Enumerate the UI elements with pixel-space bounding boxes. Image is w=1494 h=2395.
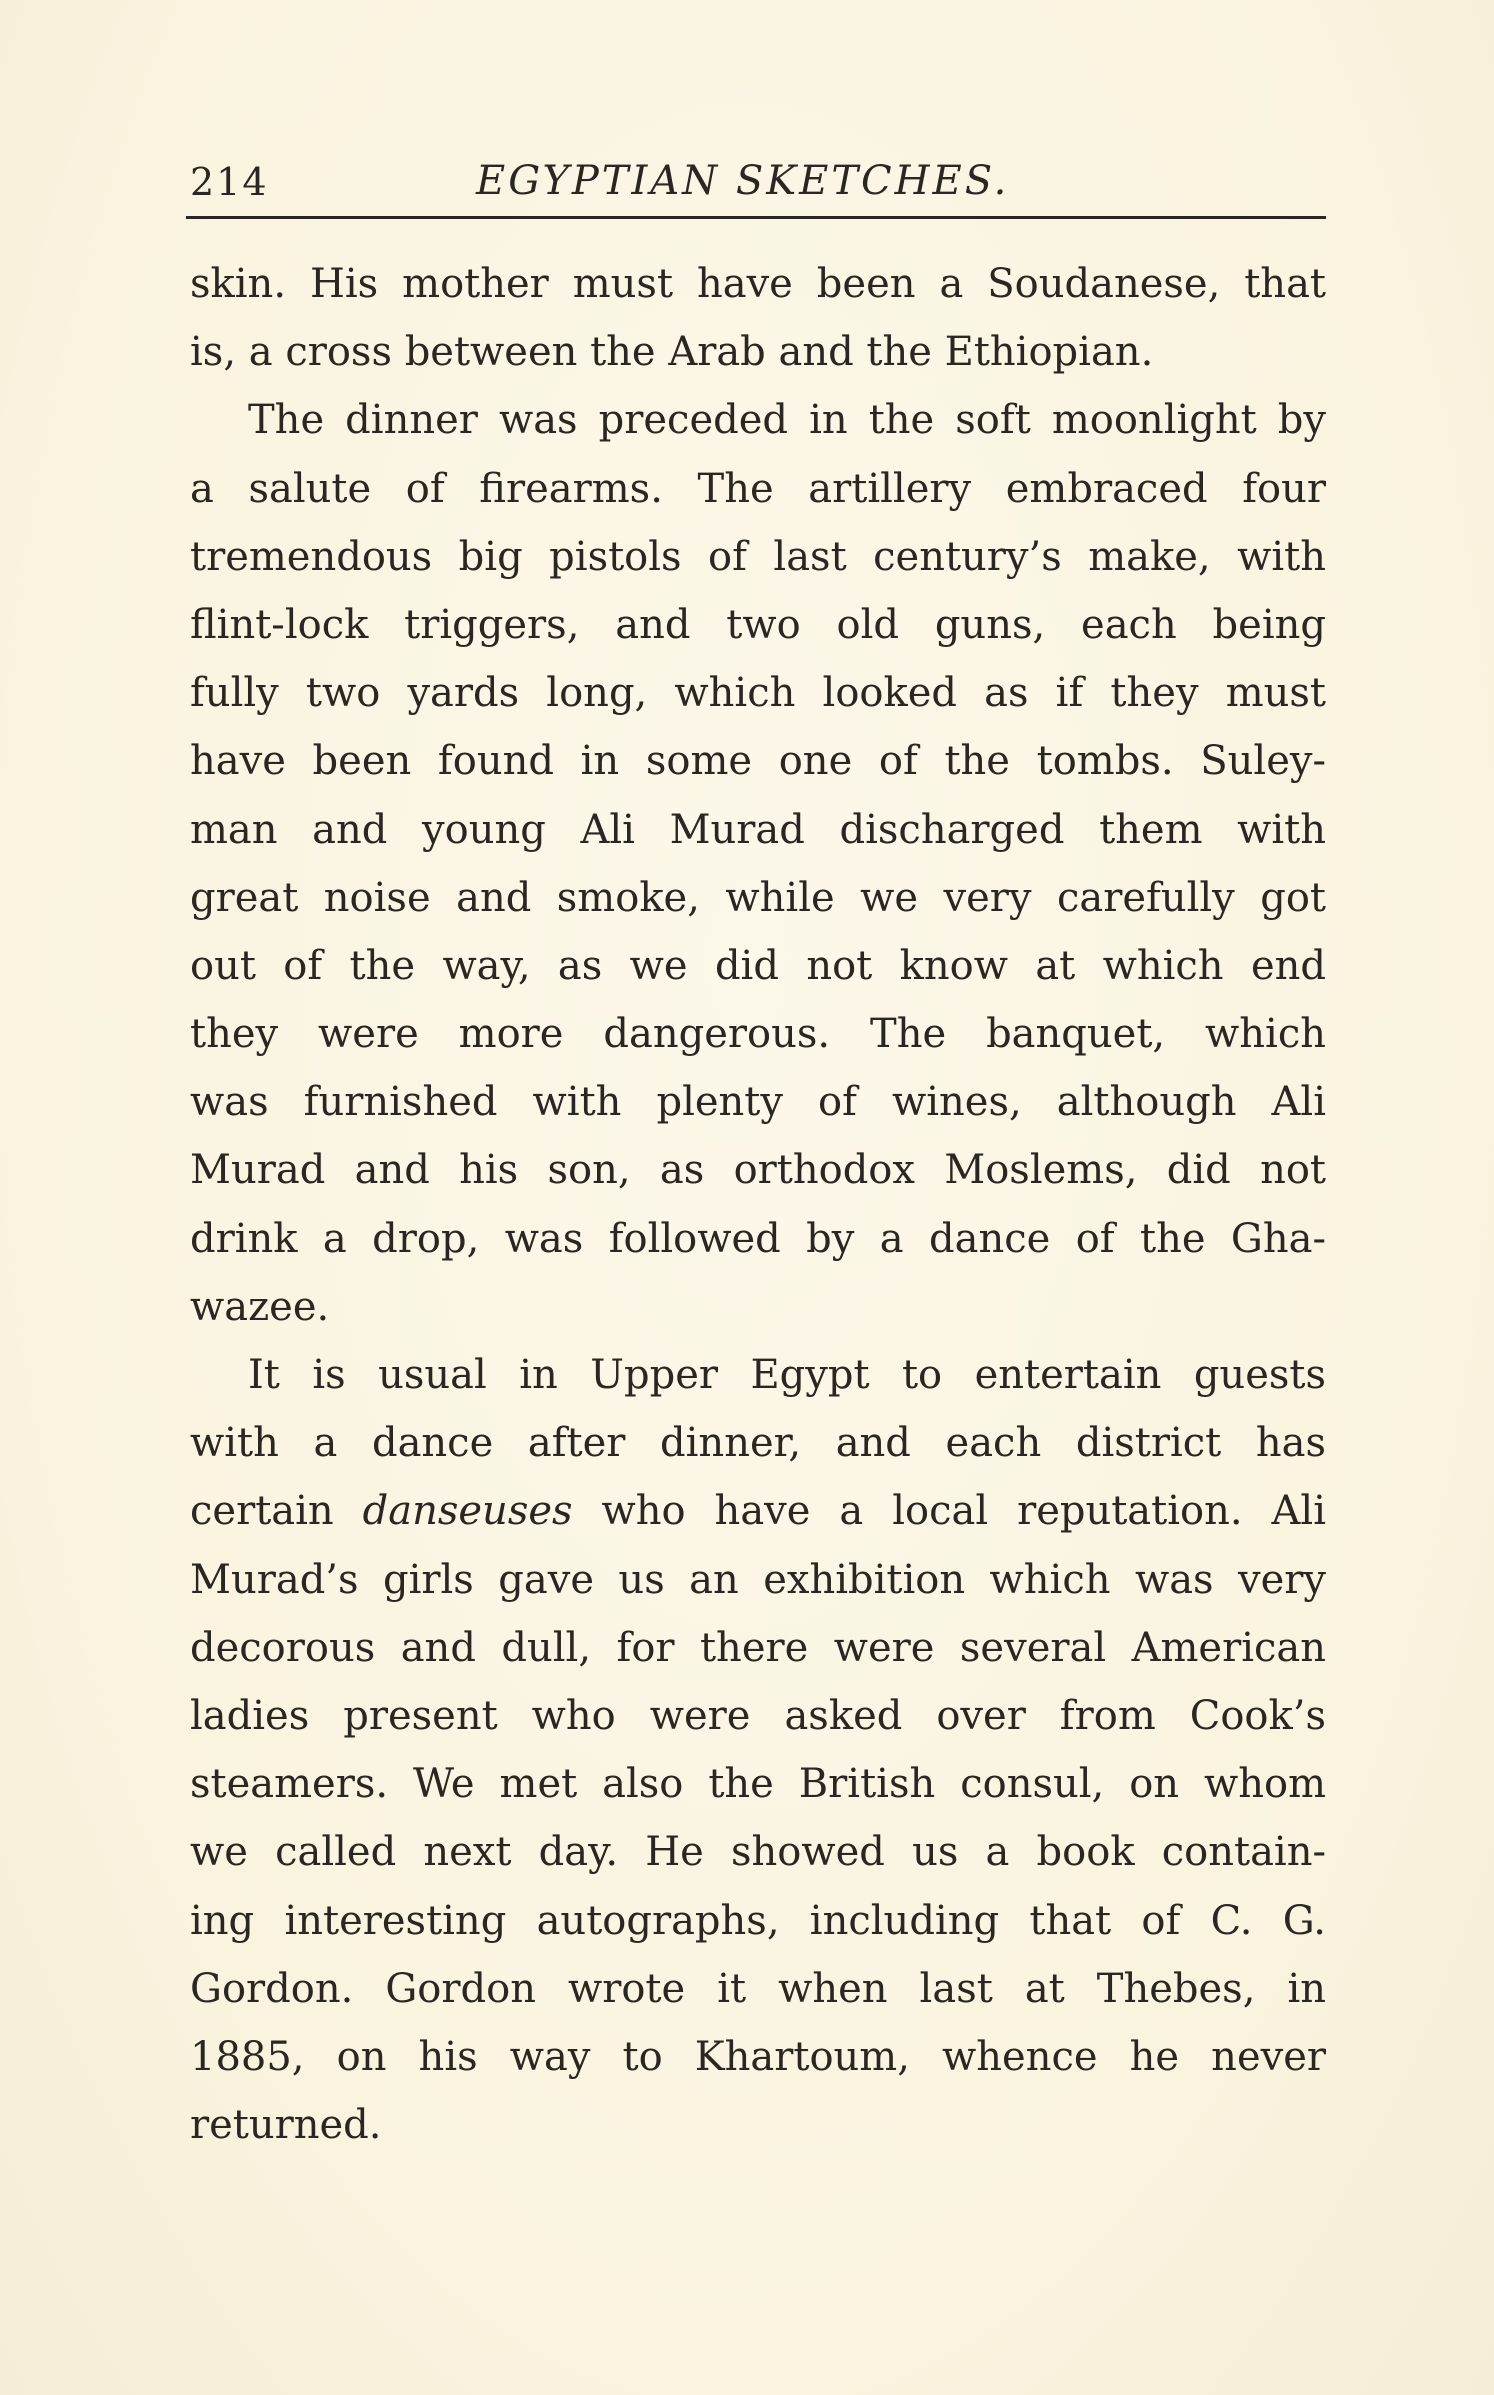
text-line: ladies present who were asked over from Cook’s <box>190 1692 1326 1739</box>
text-line: tremendous big pistols of last century’s make, with <box>190 533 1326 580</box>
text-line: ing interesting autographs, including that of C. G. <box>190 1897 1326 1944</box>
text-line: great noise and smoke, while we very carefully got <box>190 874 1326 921</box>
text-line: It is usual in Upper Egypt to entertain guests <box>248 1352 1326 1398</box>
text-line: steamers. We met also the British consul, on whom <box>190 1761 1326 1808</box>
body-text <box>190 250 1326 2159</box>
text-line: Murad and his son, as orthodox Moslems, did not <box>190 1147 1326 1194</box>
text-line: is, a cross between the Arab and the Ethiopian. <box>190 329 1154 376</box>
text-line: Murad’s girls gave us an exhibition which was very <box>190 1556 1326 1603</box>
text-line: they were more dangerous. The banquet, which <box>190 1011 1326 1058</box>
text-line: Gordon. Gordon wrote it when last at Thebes, in <box>190 1965 1326 2012</box>
text-line: returned. <box>190 2102 382 2149</box>
header-rule <box>186 216 1326 219</box>
text-fragment: who have a local reputation. Ali <box>601 1488 1327 1535</box>
italic-term: danseuses <box>362 1488 573 1535</box>
text-line: skin. His mother must have been a Soudanese, that <box>190 261 1326 307</box>
text-line: we called next day. He showed us a book contain- <box>190 1829 1326 1876</box>
text-line: wazee. <box>190 1283 330 1330</box>
text-line: fully two yards long, which looked as if they must <box>190 670 1326 717</box>
running-title: EGYPTIAN SKETCHES. <box>476 158 1010 204</box>
text-line: decorous and dull, for there were several American <box>190 1624 1326 1671</box>
text-line: flint-lock triggers, and two old guns, each being <box>190 601 1326 648</box>
text-line: a salute of firearms. The artillery embraced four <box>190 465 1326 512</box>
text-line: with a dance after dinner, and each district has <box>190 1420 1326 1467</box>
text-line: have been found in some one of the tombs. Suley- <box>190 738 1326 785</box>
text-line: drink a drop, was followed by a dance of the Gha- <box>190 1215 1326 1262</box>
running-head <box>176 148 1316 228</box>
text-line: man and young Ali Murad discharged them with <box>190 806 1326 853</box>
text-line: 1885, on his way to Khartoum, whence he never <box>190 2033 1326 2080</box>
text-line: was furnished with plenty of wines, although Ali <box>190 1079 1326 1126</box>
text-line <box>190 1477 1326 1545</box>
text-line: The dinner was preceded in the soft moonlight by <box>248 397 1326 444</box>
page-number: 214 <box>190 160 269 204</box>
text-line: out of the way, as we did not know at which end <box>190 942 1326 989</box>
text-fragment: certain <box>190 1488 334 1535</box>
